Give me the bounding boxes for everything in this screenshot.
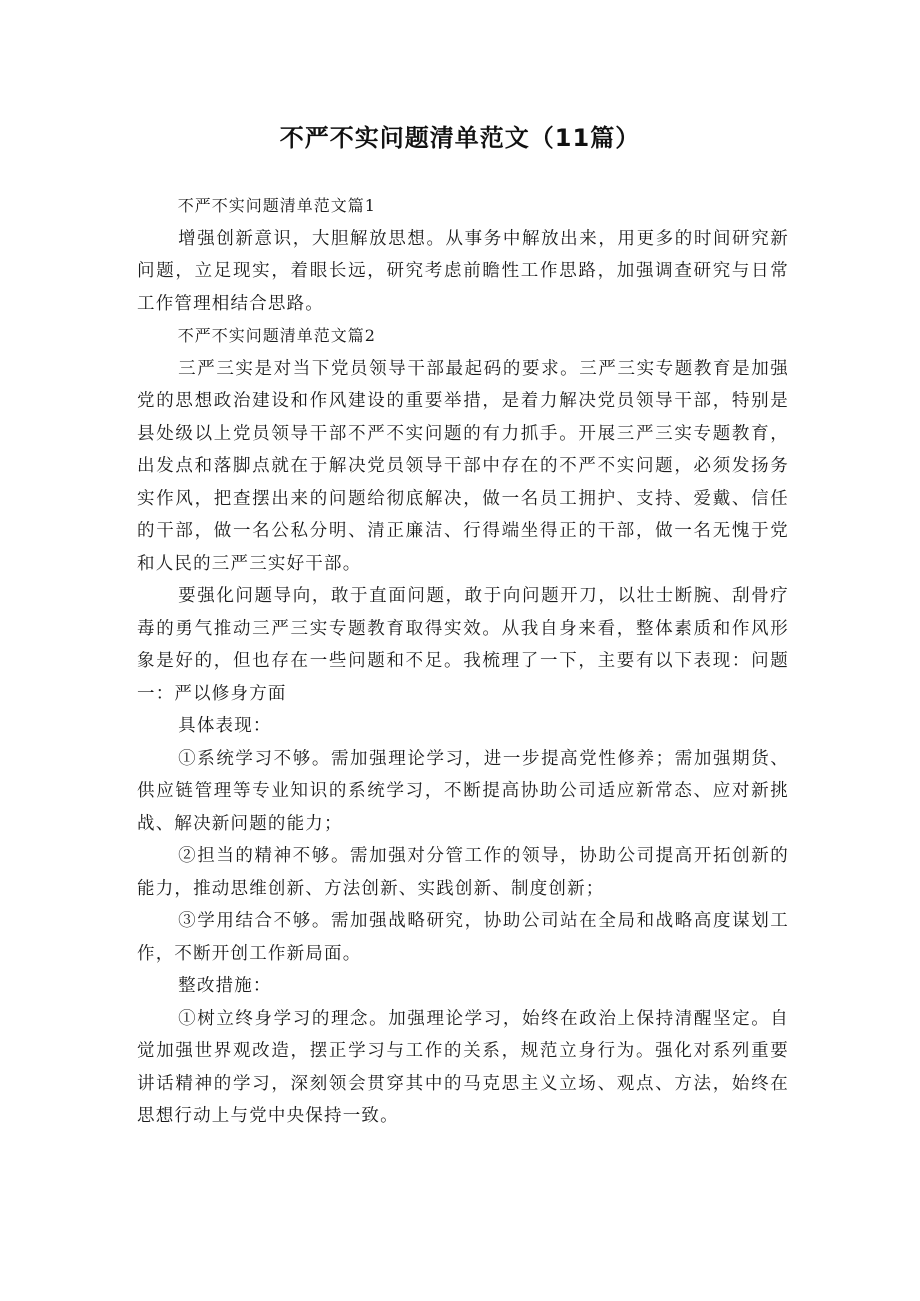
- paragraph: 具体表现：: [178, 716, 272, 736]
- paragraph: ②担当的精神不够。需加强对分管工作的领导，协助公司提高开拓创新的能力，推动思维创新、方法创新、实践创新、制度创新；: [137, 846, 789, 899]
- paragraph: ①树立终身学习的理念。加强理论学习，始终在政治上保持清醒坚定。自觉加强世界观改造，摆正学习与工作的关系，规范立身行为。强化对系列重要讲话精神的学习，深刻领会贯穿其中的马克思主义立场、观点、方法，始终在思想行动上与党中央保持一致。: [137, 1008, 789, 1126]
- paragraph: 增强创新意识，大胆解放思想。从事务中解放出来，用更多的时间研究新问题，立足现实，着眼长远，研究考虑前瞻性工作思路，加强调查研究与日常工作管理相结合思路。: [137, 228, 789, 314]
- paragraph: 要强化问题导向，敢于直面问题，敢于向问题开刀，以壮士断腕、刮骨疗毒的勇气推动三严三实专题教育取得实效。从我自身来看，整体素质和作风形象是好的，但也存在一些问题和不足。我梳理了一下，主要有以下表现：问题一：严以修身方面: [137, 586, 789, 704]
- paragraph: ①系统学习不够。需加强理论学习，进一步提高党性修养；需加强期货、供应链管理等专业知识的系统学习，不断提高协助公司适应新常态、应对新挑战、解决新问题的能力；: [137, 748, 789, 834]
- document-body: [137, 190, 789, 1133]
- paragraph: 整改措施：: [178, 976, 272, 996]
- section-heading: 不严不实问题清单范文篇2: [177, 326, 376, 345]
- document-title: 不严不实问题清单范文（11篇）: [279, 124, 641, 152]
- paragraph: 三严三实是对当下党员领导干部最起码的要求。三严三实专题教育是加强党的思想政治建设和作风建设的重要举措，是着力解决党员领导干部，特别是县处级以上党员领导干部不严不实问题的有力抓手。开展三严三实专题教育，出发点和落脚点就在于解决党员领导干部中存在的不严不实问题，必须发扬务实作风，把查摆出来的问题给彻底解决，做一名员工拥护、支持、爱戴、信任的干部，做一名公私分明、清正廉洁、行得端坐得正的干部，做一名无愧于党和人民的三严三实好干部。: [137, 358, 789, 574]
- paragraph: ③学用结合不够。需加强战略研究，协助公司站在全局和战略高度谋划工作，不断开创工作新局面。: [137, 911, 789, 964]
- section-heading: 不严不实问题清单范文篇1: [177, 196, 376, 215]
